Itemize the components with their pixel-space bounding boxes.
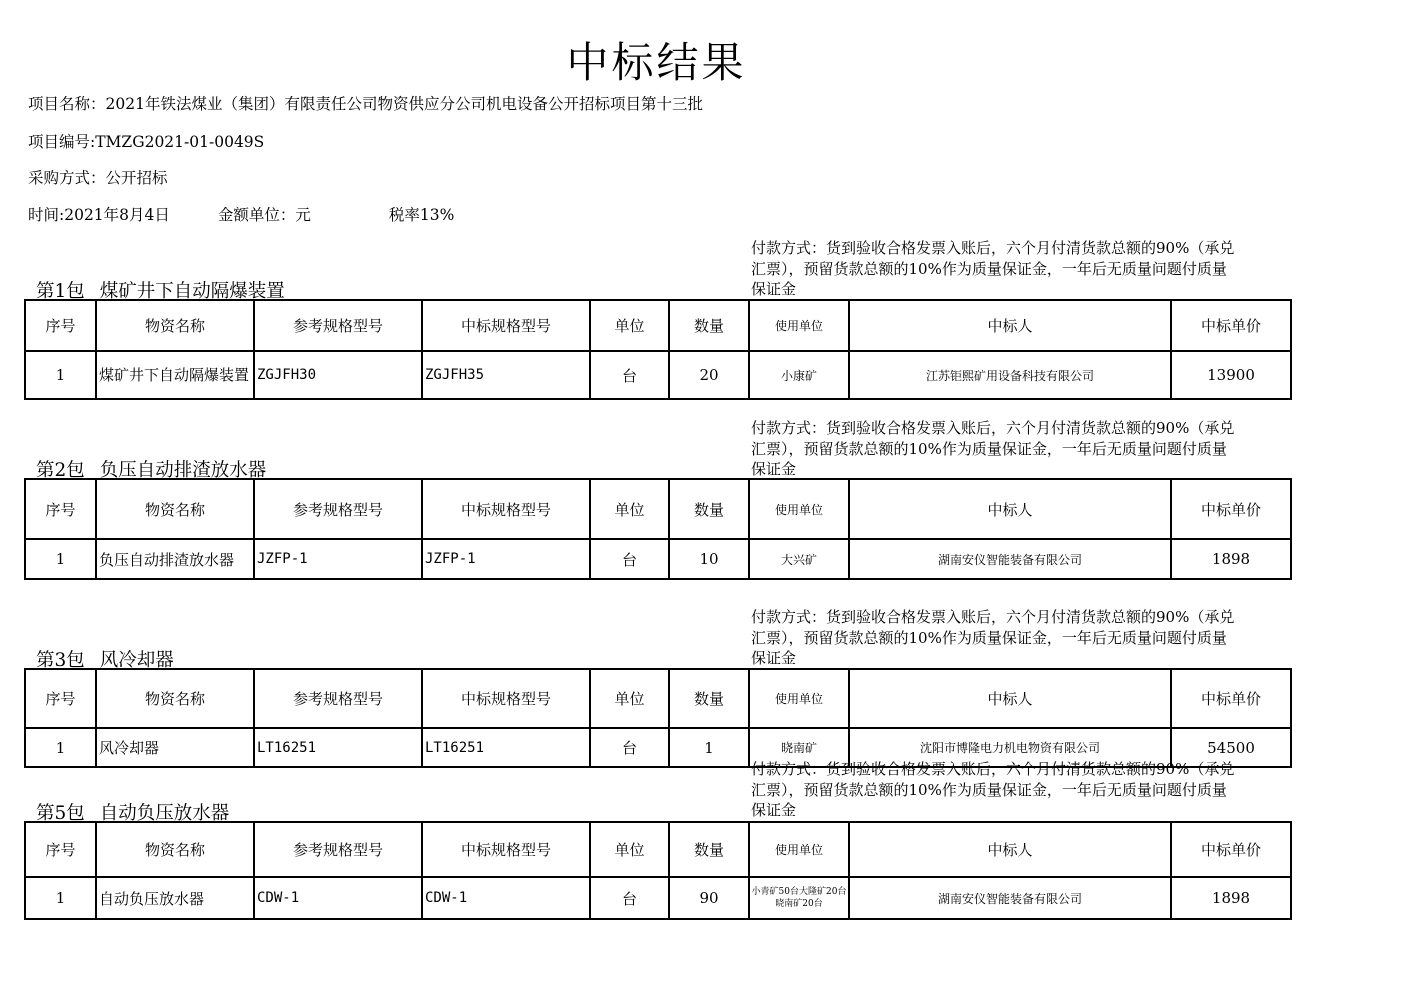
col-header: 序号 (25, 300, 96, 351)
col-header: 使用单位 (749, 669, 849, 728)
payment-terms (751, 760, 1281, 820)
payment-line: 汇票），预留货款总额的10%作为质量保证金，一年后无质量问题付质量 (751, 439, 1227, 458)
cell-ref-spec: ZGJFH30 (254, 351, 422, 399)
header-row (25, 300, 1291, 351)
table-row (25, 877, 1291, 919)
info-line (28, 203, 454, 225)
payment-line: 付款方式：货到验收合格发票入账后，六个月付清货款总额的90%（承兑 (751, 760, 1235, 778)
col-header: 单位 (590, 300, 669, 351)
table-row (25, 351, 1291, 399)
col-header: 单位 (590, 669, 669, 728)
cell-name: 煤矿井下自动隔爆装置 (96, 351, 254, 399)
cell-qty: 20 (669, 351, 749, 399)
col-header: 中标人 (849, 669, 1171, 728)
payment-line: 汇票），预留货款总额的10%作为质量保证金，一年后无质量问题付质量 (751, 780, 1227, 799)
col-header: 中标单价 (1171, 822, 1291, 877)
col-header: 参考规格型号 (254, 479, 422, 539)
col-header: 中标人 (849, 822, 1171, 877)
cell-bid-spec: ZGJFH35 (422, 351, 590, 399)
cell-price: 1898 (1171, 539, 1291, 579)
col-header: 中标规格型号 (422, 300, 590, 351)
cell-user: 小康矿 (749, 351, 849, 399)
cell-ref-spec: LT16251 (254, 728, 422, 767)
amount-unit: 金额单位：元 (217, 206, 311, 224)
payment-line: 保证金 (751, 649, 797, 667)
package-table (24, 821, 1292, 920)
col-header: 使用单位 (749, 822, 849, 877)
cell-unit: 台 (590, 877, 669, 919)
project-number: 项目编号:TMZG2021-01-0049S (28, 133, 265, 151)
payment-line: 保证金 (751, 280, 797, 298)
payment-line: 保证金 (751, 460, 797, 478)
package-table (24, 478, 1292, 580)
cell-no: 1 (25, 539, 96, 579)
cell-ref-spec: CDW-1 (254, 877, 422, 919)
col-header: 中标规格型号 (422, 669, 590, 728)
payment-line: 付款方式：货到验收合格发票入账后，六个月付清货款总额的90%（承兑 (751, 608, 1235, 626)
col-header: 单位 (590, 822, 669, 877)
cell-price: 1898 (1171, 877, 1291, 919)
col-header: 参考规格型号 (254, 822, 422, 877)
package-label: 第5包 (36, 803, 85, 824)
cell-unit: 台 (590, 539, 669, 579)
col-header: 序号 (25, 479, 96, 539)
payment-terms (751, 419, 1281, 479)
col-header: 物资名称 (96, 822, 254, 877)
header-row (25, 479, 1291, 539)
col-header: 单位 (590, 479, 669, 539)
payment-terms (751, 238, 1281, 300)
cell-winner: 湖南安仪智能装备有限公司 (849, 877, 1171, 919)
cell-unit: 台 (590, 728, 669, 767)
cell-price: 13900 (1171, 351, 1291, 399)
payment-terms (751, 607, 1281, 669)
cell-qty: 90 (669, 877, 749, 919)
cell-no: 1 (25, 351, 96, 399)
project-name: 项目名称：2021年铁法煤业（集团）有限责任公司物资供应分公司机电设备公开招标项目第十三批 (28, 95, 703, 113)
package-label: 第1包 (36, 281, 85, 302)
payment-line: 付款方式：货到验收合格发票入账后，六个月付清货款总额的90%（承兑 (751, 419, 1235, 437)
col-header: 使用单位 (749, 479, 849, 539)
cell-no: 1 (25, 728, 96, 767)
col-header: 物资名称 (96, 300, 254, 351)
col-header: 序号 (25, 669, 96, 728)
cell-qty: 1 (669, 728, 749, 767)
cell-no: 1 (25, 877, 96, 919)
package-name: 负压自动排渣放水器 (99, 460, 267, 481)
cell-user: 小青矿50台大隆矿20台晓南矿20台 (749, 877, 849, 919)
col-header: 参考规格型号 (254, 300, 422, 351)
package-label: 第2包 (36, 460, 85, 481)
cell-price: 54500 (1171, 728, 1291, 767)
col-header: 中标单价 (1171, 300, 1291, 351)
col-header: 物资名称 (96, 479, 254, 539)
col-header: 中标单价 (1171, 479, 1291, 539)
col-header: 数量 (669, 822, 749, 877)
col-header: 数量 (669, 669, 749, 728)
col-header: 中标规格型号 (422, 479, 590, 539)
payment-line: 汇票），预留货款总额的10%作为质量保证金，一年后无质量问题付质量 (751, 259, 1227, 278)
procurement-method: 采购方式：公开招标 (28, 169, 168, 187)
table-row (25, 539, 1291, 579)
date: 时间:2021年8月4日 (28, 206, 170, 224)
header-row (25, 669, 1291, 728)
col-header: 中标人 (849, 300, 1171, 351)
package-table (24, 299, 1292, 400)
col-header: 使用单位 (749, 300, 849, 351)
payment-line: 保证金 (751, 801, 797, 819)
cell-qty: 10 (669, 539, 749, 579)
package-name: 煤矿井下自动隔爆装置 (99, 281, 285, 302)
col-header: 中标人 (849, 479, 1171, 539)
cell-winner: 湖南安仪智能装备有限公司 (849, 539, 1171, 579)
col-header: 中标单价 (1171, 669, 1291, 728)
payment-line: 汇票），预留货款总额的10%作为质量保证金，一年后无质量问题付质量 (751, 628, 1227, 647)
package-name: 风冷却器 (99, 650, 174, 671)
cell-bid-spec: CDW-1 (422, 877, 590, 919)
cell-user: 晓南矿 (749, 728, 849, 767)
col-header: 参考规格型号 (254, 669, 422, 728)
package-name: 自动负压放水器 (99, 803, 230, 824)
cell-bid-spec: LT16251 (422, 728, 590, 767)
cell-name: 自动负压放水器 (96, 877, 254, 919)
col-header: 物资名称 (96, 669, 254, 728)
cell-bid-spec: JZFP-1 (422, 539, 590, 579)
cell-unit: 台 (590, 351, 669, 399)
cell-name: 风冷却器 (96, 728, 254, 767)
col-header: 中标规格型号 (422, 822, 590, 877)
cell-user: 大兴矿 (749, 539, 849, 579)
col-header: 数量 (669, 300, 749, 351)
page-title: 中标结果 (566, 38, 747, 87)
cell-ref-spec: JZFP-1 (254, 539, 422, 579)
tax-rate: 税率13% (388, 206, 455, 224)
col-header: 序号 (25, 822, 96, 877)
cell-winner: 江苏钜熙矿用设备科技有限公司 (849, 351, 1171, 399)
cell-winner: 沈阳市博隆电力机电物资有限公司 (849, 728, 1171, 767)
package-table (24, 668, 1292, 768)
payment-line: 付款方式：货到验收合格发票入账后，六个月付清货款总额的90%（承兑 (751, 239, 1235, 257)
header-row (25, 822, 1291, 877)
package-label: 第3包 (36, 650, 85, 671)
col-header: 数量 (669, 479, 749, 539)
cell-name: 负压自动排渣放水器 (96, 539, 254, 579)
